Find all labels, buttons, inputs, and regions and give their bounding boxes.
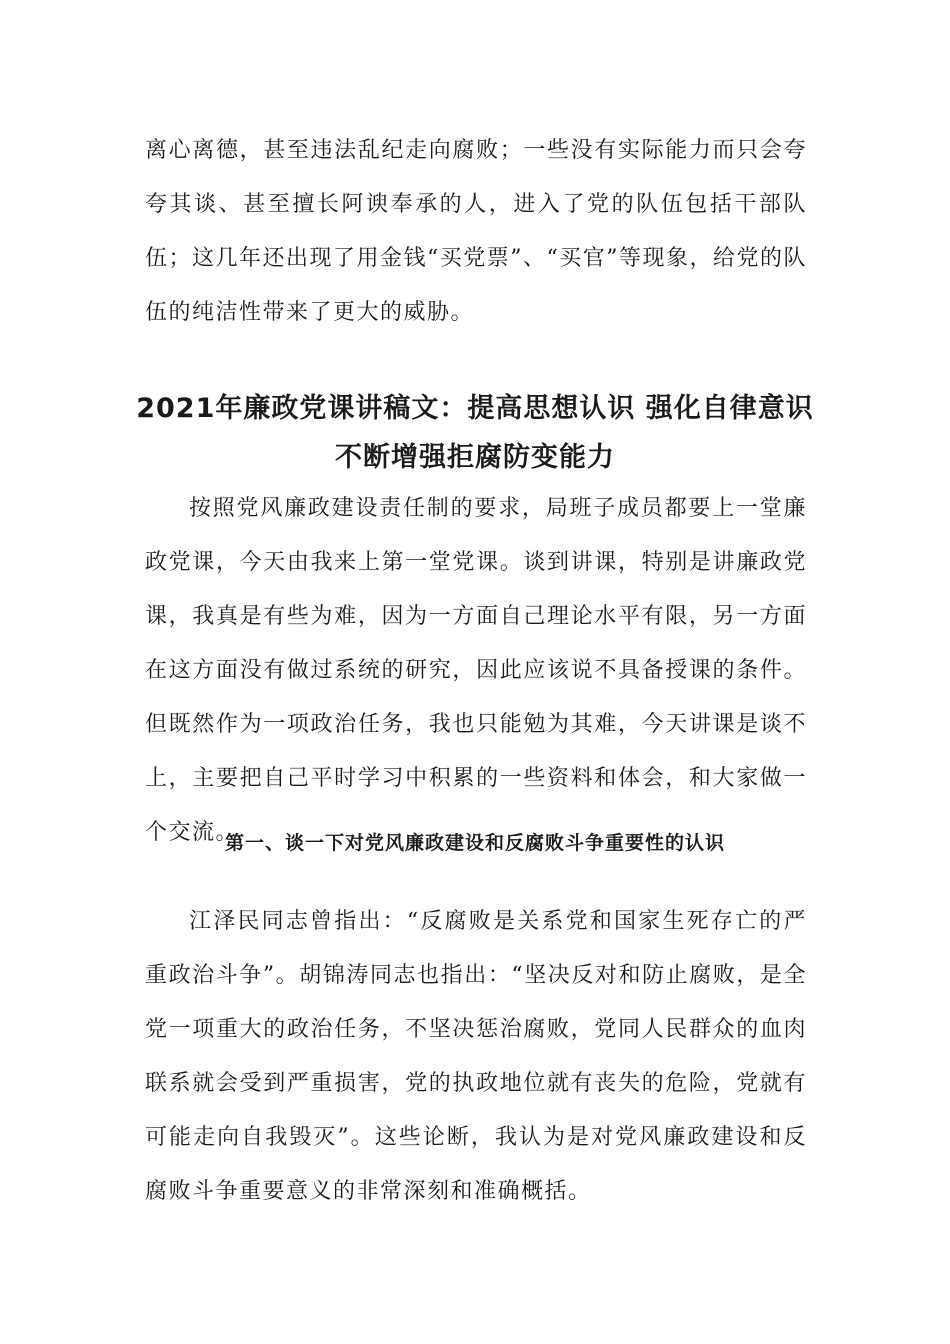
section-heading: 第一、谈一下对党风廉政建设和反腐败斗争重要性的认识 bbox=[225, 832, 726, 854]
opening-paragraph: 按照党风廉政建设责任制的要求，局班子成员都要上一堂廉政党课，今天由我来上第一堂党课。谈到讲课，特别是讲廉政党课，我真是有些为难，因为一方面自己理论水平有限，另一方面在这方面没有做过系统的研究，因此应该说不具备授课的条件。但既然作为一项政治任务，我也只能勉为其难，今天讲课是谈不上，主要把自己平时学习中积累的一些资料和体会，和大家做一个交流。 bbox=[145, 496, 807, 845]
document-title: 2021年廉政党课讲稿文：提高思想认识 强化自律意识 不断增强拒腐防变能力 bbox=[136, 393, 814, 473]
section-paragraph: 江泽民同志曾指出：“反腐败是关系党和国家生死存亡的严重政治斗争”。胡锦涛同志也指出：“坚决反对和防止腐败，是全党一项重大的政治任务，不坚决惩治腐败，党同人民群众的血肉联系就会受到严重损害，党的执政地位就有丧失的危险，党就有可能走向自我毁灭”。这些论断，我认为是对党风廉政建设和反腐败斗争重要意义的非常深刻和准确概括。 bbox=[145, 909, 807, 1204]
intro-paragraph: 离心离德，甚至违法乱纪走向腐败；一些没有实际能力而只会夸夸其谈、甚至擅长阿谀奉承的人，进入了党的队伍包括干部队伍；这几年还出现了用金钱“买党票”、“买官”等现象，给党的队伍的纯洁性带来了更大的威胁。 bbox=[145, 138, 807, 325]
